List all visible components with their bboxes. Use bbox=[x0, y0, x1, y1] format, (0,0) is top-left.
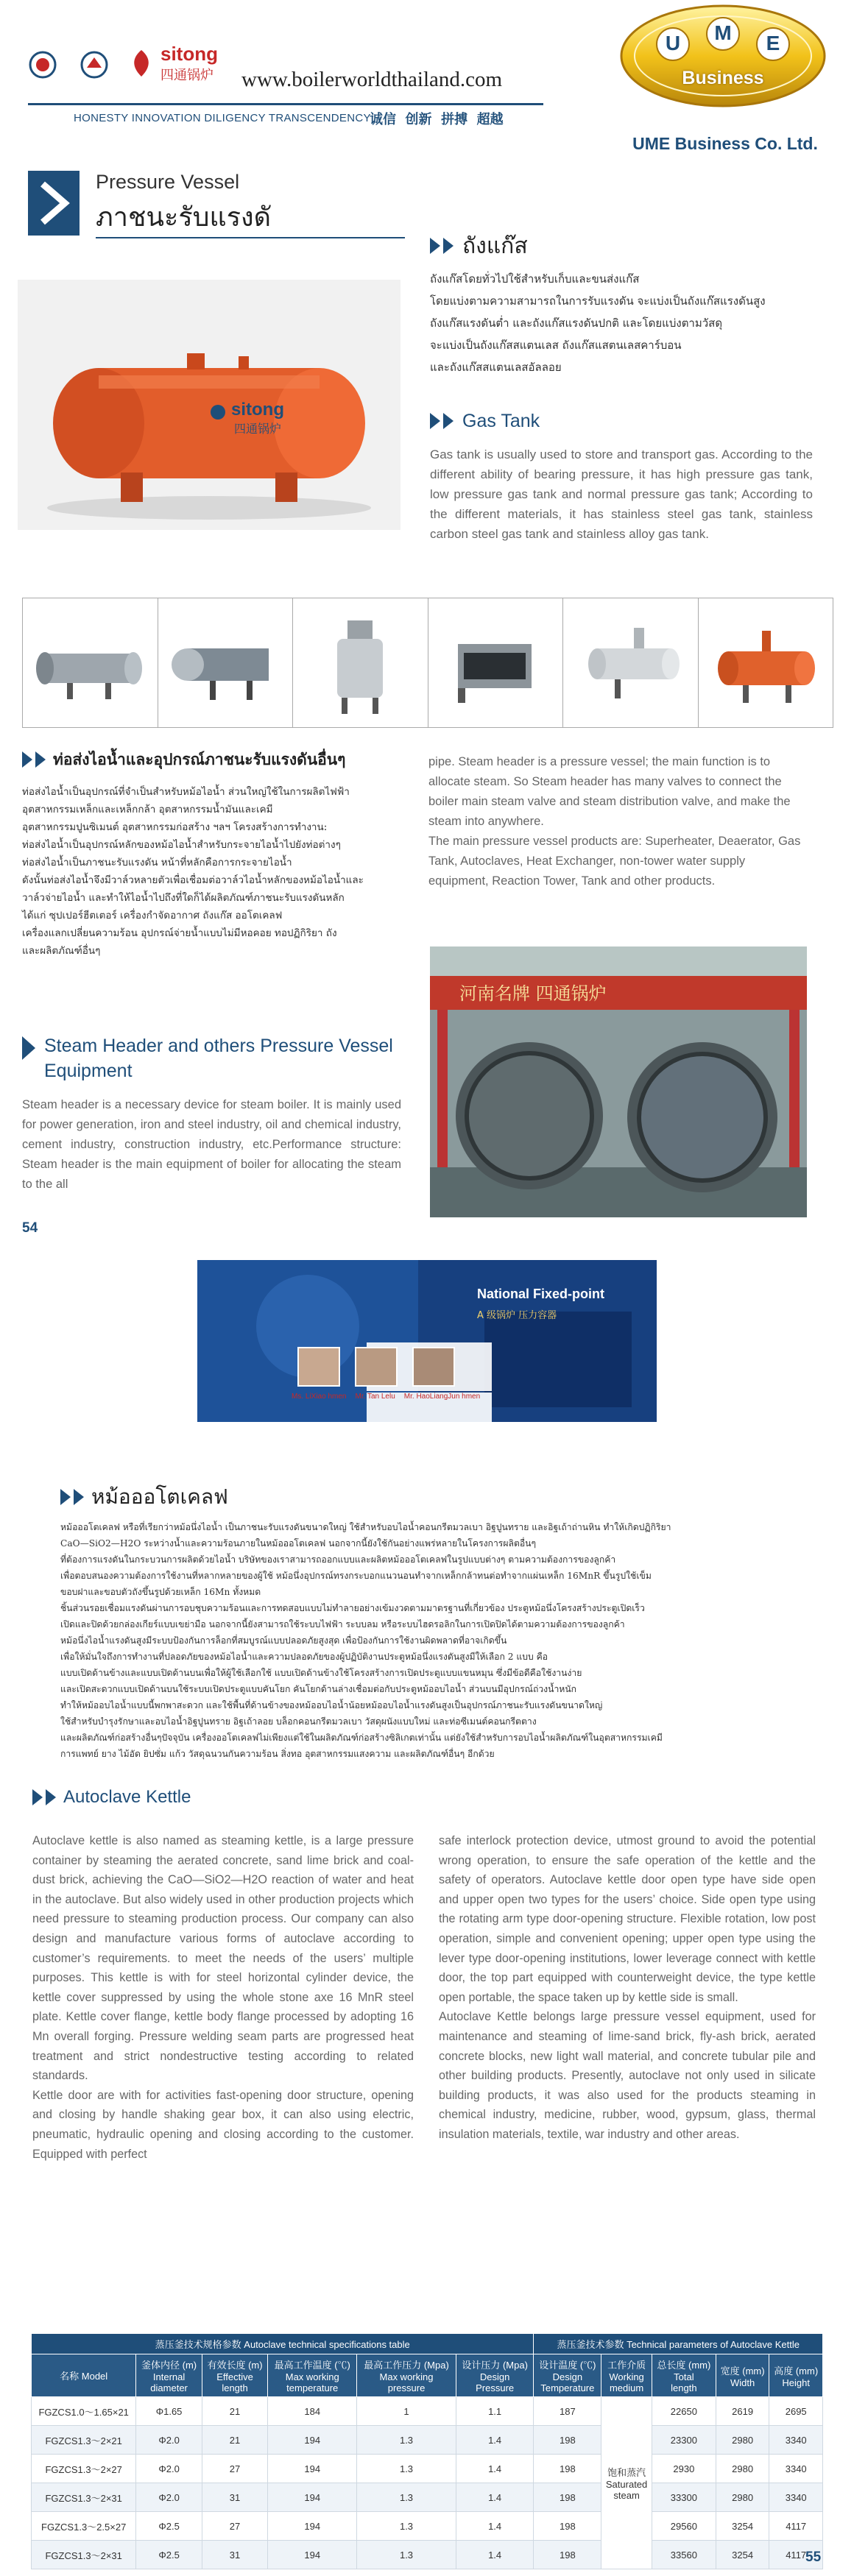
table-group-header: 蒸压釜技术参数 Technical parameters of Autoclave Kettle bbox=[534, 2334, 823, 2354]
gas-tank-title-en: Gas Tank bbox=[462, 410, 540, 431]
text-line: อุตสาหกรรมปูนซิเมนต์ อุตสาหกรรมก่อสร้าง ฯลฯ โครงสร้างการทำงาน: bbox=[22, 821, 328, 833]
ume-company-name: UME Business Co. Ltd. bbox=[632, 134, 818, 153]
table-cell: 33300 bbox=[652, 2483, 716, 2512]
table-cell: 3340 bbox=[769, 2455, 823, 2483]
table-header-row bbox=[32, 2354, 823, 2397]
medium-line: Saturated bbox=[605, 2479, 648, 2490]
pressure-vessel-title-en: Pressure Vessel bbox=[96, 171, 240, 193]
table-cell: 1.4 bbox=[456, 2483, 534, 2512]
gas-tank-en-heading bbox=[430, 408, 540, 434]
header-line: 最高工作压力 (Mpa) bbox=[364, 2360, 449, 2371]
table-column-header bbox=[136, 2354, 202, 2397]
header-line: temperature bbox=[286, 2382, 339, 2393]
text-line: เครื่องแลกเปลี่ยนความร้อน อุปกรณ์จ่ายน้ำแบบไม่มีหอคอย ทอปฏิกิริยา ถัง bbox=[22, 927, 337, 939]
text-line: ถังแก๊สโดยทั่วไปใช้สำหรับเก็บและขนส่งแก๊ส bbox=[430, 272, 640, 286]
autoclave-en-heading bbox=[32, 1784, 191, 1811]
table-cell: 194 bbox=[268, 2512, 357, 2541]
text-line: โดยแบ่งตามความสามารถในการรับแรงดัน จะแบ่งเป็นถังแก๊สแรงดันสูง bbox=[430, 294, 766, 308]
text-line: และถังแก๊สสแตนเลสอัลลอย bbox=[430, 361, 562, 374]
text-line: การแพทย์ ยาง ไม้อัด ยิปซั่ม แก้ว วัสดุฉนวนกันความร้อน สิ่งทอ อุตสาหกรรมแสงความ และผลิตภัณฑ์อื่นๆ อีกด้วย bbox=[60, 1749, 495, 1759]
table-cell: 2930 bbox=[652, 2455, 716, 2483]
header-line: pressure bbox=[387, 2382, 426, 2393]
text-line: ได้แก่ ซุปเปอร์ฮีตเตอร์ เครื่องกำจัดอากาศ ถังแก๊ส ออโตเคลฟ bbox=[22, 910, 283, 921]
table-column-header bbox=[601, 2354, 652, 2397]
ume-letter-m: M bbox=[714, 21, 732, 44]
person-photo bbox=[355, 1347, 398, 1387]
table-column-header bbox=[652, 2354, 716, 2397]
text-line: ทำให้หม้ออบไอน้ำแบบนี้พกพาสะดวก และใช้พื้นที่ด้านข้างของหม้ออบไอน้ำน้อยหม้ออบไอน้ำแรงดันสูงเป็นอุปกรณ์ภาชนะรับแรงดันขนาดใหญ่ bbox=[60, 1700, 603, 1710]
autoclave-title-en: Autoclave Kettle bbox=[63, 1787, 191, 1807]
ume-letter-u: U bbox=[665, 32, 681, 54]
text-line: เพื่อตอบสนองความต้องการใช้งานที่หลากหลายของผู้ใช้ หม้อนึ่งอุปกรณ์ทรงกระบอกแนวนอนทำจากเหล็กกล้าทนต่อทำจากแผ่นเหล็ก 16MnR ขึ้นรูปใช้เข็ม bbox=[60, 1571, 652, 1581]
table-row bbox=[32, 2541, 823, 2569]
certificate-image bbox=[197, 1260, 657, 1422]
text-line: ดังนั้นท่อส่งไอน้ำจึงมีวาล์วหลายตัวเพื่อเชื่อมต่อวาล์วไอน้ำหลักของหม้อไอน้ำและ bbox=[22, 874, 364, 886]
header-line: Pressure bbox=[476, 2382, 515, 2393]
certificate-photo-row bbox=[297, 1347, 455, 1387]
table-cell: Φ2.5 bbox=[136, 2512, 202, 2541]
text-line: เพื่อให้มั่นใจถึงการทำงานที่ปลอดภัยของหม้อไอน้ำและความปลอดภัยของผู้ปฏิบัติงานประตูหม้อนึ่งแรงดันสูงมีให้เลือก 2 แบบ คือ bbox=[60, 1652, 548, 1662]
emblem-logo-1 bbox=[28, 50, 57, 79]
table-cell: 198 bbox=[534, 2541, 601, 2569]
svg-text:sitong: sitong bbox=[231, 400, 284, 420]
table-cell: 2619 bbox=[716, 2397, 769, 2426]
table-cell: 31 bbox=[202, 2483, 267, 2512]
table-cell: FGZCS1.3～2×31 bbox=[32, 2483, 136, 2512]
header-line: 工作介质 bbox=[607, 2360, 646, 2371]
table-column-header bbox=[716, 2354, 769, 2397]
table-cell: Φ2.0 bbox=[136, 2426, 202, 2455]
table-group-row bbox=[32, 2334, 823, 2354]
table-cell: 31 bbox=[202, 2541, 267, 2569]
table-cell: FGZCS1.3～2×27 bbox=[32, 2455, 136, 2483]
autoclave-factory-photo bbox=[430, 946, 807, 1217]
emblem-logo-2 bbox=[80, 50, 109, 79]
page-number-left: 54 bbox=[22, 1220, 38, 1236]
tagline-cn: 诚信 创新 拼搏 超越 bbox=[370, 112, 504, 127]
gas-tank-body-th bbox=[430, 268, 813, 378]
table-cell: 1.3 bbox=[357, 2455, 456, 2483]
table-cell: 1.4 bbox=[456, 2455, 534, 2483]
product-thumbnail bbox=[158, 598, 294, 727]
text-line: ถังแก๊สแรงดันต่ำ และถังแก๊สแรงดันปกติ และโดยแบ่งตามวัสดุ bbox=[430, 316, 723, 330]
table-cell: 198 bbox=[534, 2426, 601, 2455]
table-cell: 4117 bbox=[769, 2512, 823, 2541]
table-cell: 4117 bbox=[769, 2541, 823, 2569]
header-line: Design bbox=[552, 2371, 583, 2382]
table-column-header bbox=[268, 2354, 357, 2397]
text-line: อุตสาหกรรมเหล็กและเหล็กกล้า อุตสาหกรรมน้ำมันและเคมี bbox=[22, 804, 273, 815]
header-line: Max working bbox=[285, 2371, 339, 2382]
table-cell: FGZCS1.3～2.5×27 bbox=[32, 2512, 136, 2541]
autoclave-title-th: หม้อออโตเคลฟ bbox=[91, 1485, 228, 1509]
certificate-people bbox=[292, 1393, 480, 1401]
table-cell: 1.3 bbox=[357, 2426, 456, 2455]
table-cell: FGZCS1.0～1.65×21 bbox=[32, 2397, 136, 2426]
table-cell: 194 bbox=[268, 2426, 357, 2455]
table-column-header bbox=[534, 2354, 601, 2397]
table-cell: 187 bbox=[534, 2397, 601, 2426]
website-link[interactable]: www.boilerworldthailand.com bbox=[241, 68, 503, 91]
text-line: ท่อส่งไอน้ำเป็นอุปกรณ์ที่จำเป็นสำหรับหม้อไอน้ำ ส่วนใหญ่ใช้ในการผลิตไฟฟ้า bbox=[22, 786, 350, 798]
steam-header-th-heading bbox=[22, 746, 345, 773]
person-photo bbox=[297, 1347, 340, 1387]
gas-tank-title-th: ถังแก๊ส bbox=[462, 233, 528, 259]
header-line: Width bbox=[730, 2377, 755, 2388]
table-row bbox=[32, 2426, 823, 2455]
steam-header-body-en-right: pipe. Steam header is a pressure vessel; the main function is to allocate steam. So Steam header has many valves to connect the boiler main steam valve and steam distribution valve, and make the steam into anywhere. The main pressure vessel products are: Superheater, Deaerator, Gas Tank, Autoclaves, Heat Exchanger, non-tower water supply equipment, Reaction Tower, Tank and other products. bbox=[428, 755, 801, 888]
svg-text:四通锅炉: 四通锅炉 bbox=[234, 422, 282, 436]
table-cell: 1.3 bbox=[357, 2541, 456, 2569]
medium-line: steam bbox=[613, 2490, 640, 2501]
pressure-vessel-title-th: ภาชนะรับแรงดั bbox=[96, 202, 272, 233]
chevron-right-icon bbox=[28, 171, 80, 236]
table-cell: 194 bbox=[268, 2483, 357, 2512]
steam-header-body-en-left: Steam header is a necessary device for steam boiler. It is mainly used for power generation, iron and steel industry, oil and chemical industry, cement industry, construction industry, etc.Performance structure: Steam header is the main equipment of boiler for allocating the steam to the all bbox=[22, 1098, 401, 1191]
table-cell: 198 bbox=[534, 2512, 601, 2541]
medium-line: 饱和蒸汽 bbox=[607, 2467, 646, 2478]
steam-header-en-heading bbox=[22, 1033, 420, 1083]
table-cell: 184 bbox=[268, 2397, 357, 2426]
table-cell: FGZCS1.3～2×31 bbox=[32, 2541, 136, 2569]
factory-sign-text: 河南名牌 四通锅炉 bbox=[459, 983, 607, 1004]
gas-tank-th-heading bbox=[430, 231, 528, 261]
table-body bbox=[32, 2397, 823, 2569]
header-line: 设计压力 (Mpa) bbox=[462, 2360, 528, 2371]
person-name: Mr. HaoLiangJun hmen bbox=[403, 1393, 481, 1401]
table-cell: 194 bbox=[268, 2541, 357, 2569]
person-photo bbox=[412, 1347, 455, 1387]
header-line: Internal bbox=[152, 2371, 186, 2382]
text-line: แบบเปิดด้านข้างและแบบเปิดด้านบนเพื่อให้ผู้ใช้เลือกใช้ แบบเปิดด้านข้างใช้โครงสร้างการเปิดประตูแบบแขนหมุน ซึ่งมีข้อดีคือใช้งานง่าย bbox=[60, 1668, 582, 1678]
certificate-caption: A 级锅炉 压力容器 bbox=[477, 1310, 557, 1321]
chevron-right-icon bbox=[22, 751, 32, 768]
text-line: ท่อส่งไอน้ำเป็นภาชนะรับแรงดัน หน้าที่หลักคือการกระจายไอน้ำ bbox=[22, 857, 292, 868]
table-column-header bbox=[32, 2354, 136, 2397]
product-thumbnail bbox=[563, 598, 699, 727]
steam-header-title-th: ท่อส่งไอน้ำและอุปกรณ์ภาชนะรับแรงดันอื่นๆ bbox=[53, 749, 346, 768]
product-thumbnail bbox=[293, 598, 428, 727]
text-line: วาล์วจ่ายไอน้ำ และทำให้ไอน้ำไปถึงที่ใดก็ได้ผลิตภัณฑ์ภาชนะรับแรงดันหลัก bbox=[22, 892, 345, 904]
header-line: diameter bbox=[150, 2382, 188, 2393]
autoclave-th-heading bbox=[60, 1482, 228, 1512]
ume-letter-e: E bbox=[766, 32, 780, 54]
table-row bbox=[32, 2455, 823, 2483]
product-thumbnail bbox=[23, 598, 158, 727]
chevron-right-icon bbox=[32, 1789, 43, 1805]
sitong-brand-cn: 四通锅炉 bbox=[160, 68, 214, 83]
header-line: Working bbox=[609, 2371, 644, 2382]
text-line: ชิ้นส่วนรอยเชื่อมแรงดันผ่านการอบชุบความร้อนและการทดสอบแบบไม่ทำลายอย่างเข้มงวดตามมาตรฐานที่เกี่ยวข้อง ประตูหม้อนึ่งโครงสร้างประตูเปิดเร็ว bbox=[60, 1603, 645, 1613]
autoclave-body-th bbox=[60, 1519, 838, 1762]
chevron-right-icon bbox=[35, 751, 46, 768]
table-cell: Φ2.0 bbox=[136, 2483, 202, 2512]
working-medium-cell bbox=[601, 2397, 652, 2569]
steam-header-title-en: Steam Header and others Pressure Vessel Equipment bbox=[44, 1036, 393, 1081]
table-group-header: 蒸压釜技术规格参数 Autoclave technical specifications table bbox=[32, 2334, 534, 2354]
header-line: Total bbox=[674, 2371, 694, 2382]
product-thumbnail bbox=[428, 598, 564, 727]
table-cell: 27 bbox=[202, 2512, 267, 2541]
header-line: length bbox=[671, 2382, 697, 2393]
autoclave-body-en-left: Autoclave kettle is also named as steaming kettle, is a large pressure container by steaming the aerated concrete, sand lime brick and coal-dust brick, achieving the CaO—SiO2—H2O reaction of water and heat in the autoclave. But also widely used in other production projects which need pressure to steaming production process. Our company can also design and manufacture various forms of autoclave according to customer’s requirements. to meet the needs of the users’ multiple purposes. This kettle is with for steel horizontal cylinder device, the kettle cover suppressed by using the whole stone axe 16 MnR steel plate. Kettle cover flange, kettle body flange processed by adopting 16 Mn overall forging. Pressure welding seam parts are progressed heat treatment and strict nondestructive testing according to related standards. Kettle door are with for activities fast-opening door structure, opening and closing by handle shaking gear box, it can also using electric, pneumatic, hydraulic opening and closing according to the customer. Equipped with perfect bbox=[32, 1834, 414, 2161]
text-line: จะแบ่งเป็นถังแก๊สสแตนเลส ถังแก๊สแสตนเลสคาร์บอน bbox=[430, 339, 682, 352]
chevron-right-icon bbox=[46, 1789, 56, 1805]
header-line: 高度 (mm) bbox=[774, 2365, 819, 2377]
sitong-brand: sitong bbox=[160, 43, 218, 65]
table-cell: 21 bbox=[202, 2426, 267, 2455]
table-cell: 2980 bbox=[716, 2483, 769, 2512]
pressure-vessel-underline bbox=[96, 237, 405, 238]
text-line: และเปิดสะดวกแบบเปิดด้านบนใช้ระบบเปิดประตูแบบคันโยก คันโยกด้านล่างเชื่อมต่อกับประตูหม้ออบไอน้ำ ส่วนบนมีอุปกรณ์ถ่วงน้ำหนัก bbox=[60, 1684, 577, 1694]
header-line: 总长度 (mm) bbox=[657, 2360, 711, 2371]
product-thumbnail bbox=[699, 598, 833, 727]
table-cell: 3254 bbox=[716, 2512, 769, 2541]
tagline: HONESTY INNOVATION DILIGENCY TRANSCENDENCY bbox=[74, 112, 371, 124]
autoclave-spec-table bbox=[31, 2333, 823, 2569]
text-line: หม้อออโตเคลฟ หรือที่เรียกว่าหม้อนึ่งไอน้ำ เป็นภาชนะรับแรงดันขนาดใหญ่ ใช้สำหรับอบไอน้ำคอนกรีตมวลเบา อิฐปูนทราย และอิฐเถ้าถ่านหิน ทำให้เกิดปฏิกิริยา bbox=[60, 1522, 671, 1532]
certificate-title: National Fixed-point bbox=[477, 1287, 604, 1301]
header-line: Max working bbox=[379, 2371, 434, 2382]
table-cell: Φ2.5 bbox=[136, 2541, 202, 2569]
header-line: medium bbox=[609, 2382, 644, 2393]
chevron-right-icon bbox=[74, 1489, 84, 1505]
table-row bbox=[32, 2512, 823, 2541]
pressure-vessel-badge bbox=[28, 171, 80, 236]
chevron-right-icon bbox=[22, 1036, 35, 1060]
text-line: CaO—SiO2—H2O ระหว่างน้ำและความร้อนภายในหม้อออโตเคลฟ นอกจากนี้ยังใช้กันอย่างแพร่หลายในโครงการผลิตอื่นๆ bbox=[60, 1538, 537, 1549]
table-column-header bbox=[456, 2354, 534, 2397]
header-line: length bbox=[222, 2382, 248, 2393]
table-cell: 1.3 bbox=[357, 2512, 456, 2541]
steam-header-body-th bbox=[22, 783, 434, 960]
autoclave-spec-table-wrap bbox=[31, 2333, 823, 2569]
chevron-right-icon bbox=[60, 1489, 71, 1505]
person-name: Mr. Tan Lelu bbox=[355, 1393, 395, 1401]
table-cell: Φ1.65 bbox=[136, 2397, 202, 2426]
page-header bbox=[0, 0, 854, 153]
chevron-right-icon bbox=[430, 413, 440, 429]
table-cell: 1.1 bbox=[456, 2397, 534, 2426]
table-cell: 23300 bbox=[652, 2426, 716, 2455]
header-line: Temperature bbox=[540, 2382, 595, 2393]
header-line: 名称 Model bbox=[60, 2371, 108, 2382]
ume-business-label: Business bbox=[682, 68, 764, 88]
sitong-logo-icon bbox=[127, 47, 156, 79]
table-cell: 33560 bbox=[652, 2541, 716, 2569]
table-cell: 2980 bbox=[716, 2426, 769, 2455]
page-number-right: 55 bbox=[805, 2550, 822, 2565]
table-cell: 198 bbox=[534, 2455, 601, 2483]
table-cell: 1.4 bbox=[456, 2512, 534, 2541]
header-divider bbox=[28, 103, 543, 105]
table-cell: 21 bbox=[202, 2397, 267, 2426]
table-cell: 27 bbox=[202, 2455, 267, 2483]
header-line: 有效长度 (m) bbox=[207, 2360, 263, 2371]
text-line: หม้อนึ่งไอน้ำแรงดันสูงมีระบบป้องกันการล็อกที่สมบูรณ์แบบปลอดภัยสูงสุด เพื่อป้องกันการใช้งานผิดพลาดที่อาจเกิดขึ้น bbox=[60, 1635, 507, 1646]
header-line: 釜体内径 (m) bbox=[141, 2360, 197, 2371]
table-column-header bbox=[202, 2354, 267, 2397]
text-line: ขอบฝาและขอบตัวถังขึ้นรูปด้วยเหล็ก 16Mn ทั้งหมด bbox=[60, 1587, 261, 1597]
table-cell: 1.4 bbox=[456, 2426, 534, 2455]
text-line: ใช้สำหรับบำรุงรักษาและอบไอน้ำอิฐปูนทราย อิฐเถ้าลอย บล็อกคอนกรีตมวลเบา วัสดุผนังแบบใหม่ และท่อซีเมนต์คอนกรีตตาง bbox=[60, 1716, 537, 1727]
table-cell: 22650 bbox=[652, 2397, 716, 2426]
table-cell: 198 bbox=[534, 2483, 601, 2512]
header-line: 设计温度 (℃) bbox=[539, 2360, 596, 2371]
text-line: และผลิตภัณฑ์อื่นๆ bbox=[22, 945, 101, 957]
table-cell: 3340 bbox=[769, 2426, 823, 2455]
table-cell: 3254 bbox=[716, 2541, 769, 2569]
chevron-right-icon bbox=[443, 238, 454, 254]
table-cell: FGZCS1.3～2×21 bbox=[32, 2426, 136, 2455]
table-cell: 1.3 bbox=[357, 2483, 456, 2512]
table-cell: 2695 bbox=[769, 2397, 823, 2426]
table-row bbox=[32, 2483, 823, 2512]
header-line: Height bbox=[782, 2377, 810, 2388]
text-line: เปิดและปิดด้วยกล่องเกียร์แบบเขย่ามือ นอกจากนี้ยังสามารถใช้ระบบไฟฟ้า ระบบลม หรือระบบไฮดรอลิกในการเปิดปิดได้ตามความต้องการของลูกค้า bbox=[60, 1619, 625, 1630]
table-cell: 1 bbox=[357, 2397, 456, 2426]
header-line: Effective bbox=[216, 2371, 253, 2382]
gas-tank-photo bbox=[18, 280, 400, 530]
table-row bbox=[32, 2397, 823, 2426]
person-name: Ms. LiXiao hmen bbox=[292, 1393, 347, 1401]
chevron-right-icon bbox=[443, 413, 454, 429]
table-column-header bbox=[769, 2354, 823, 2397]
chevron-right-icon bbox=[430, 238, 440, 254]
table-cell: 2980 bbox=[716, 2455, 769, 2483]
table-cell: 29560 bbox=[652, 2512, 716, 2541]
table-cell: Φ2.0 bbox=[136, 2455, 202, 2483]
product-strip bbox=[22, 598, 833, 728]
table-cell: 3340 bbox=[769, 2483, 823, 2512]
header-line: 最高工作温度 (℃) bbox=[274, 2360, 350, 2371]
text-line: ท่อส่งไอน้ำเป็นอุปกรณ์หลักของหม้อไอน้ำสำหรับกระจายไอน้ำไปยังท่อต่างๆ bbox=[22, 839, 341, 851]
autoclave-body-en-right: safe interlock protection device, utmost ground to avoid the potential wrong operation, to ensure the safe operation of the kettle and the safety of operators. Autoclave kettle door open type have side open and upper open two types for the users’ choice. Side open type using the rotating arm type door-opening structure. Flexible rotation, low post operation, simple and convenient opening; upper open type using the lever type door-opening institutions, lower leverage connect with kettle door, the top part equipped with counterweight device, the type kettle open portable, the space taken up by kettle side is small. Autoclave Kettle belongs large pressure vessel equipment, used for maintenance and steaming of lime-sand brick, fly-ash brick, aerated concrete blocks, new light wall material, and concrete tubular pile and other building products. Presently, autoclave not only used in silicate building products, it was also used for the products steaming in chemical industry, medicine, rubber, wood, gypsum, glass, thermal insulation materials, textile, war industry and other areas. bbox=[439, 1834, 816, 2141]
text-line: และผลิตภัณฑ์ก่อสร้างอื่นๆปัจจุบัน เครื่องออโตเคลฟไม่เพียงแต่ใช้ในผลิตภัณฑ์ก่อสร้างซิลิเกตเท่านั้น แต่ยังใช้สำหรับการอบไอน้ำผลิตภัณฑ์ในอุตสาหกรรมเคมี bbox=[60, 1733, 663, 1743]
table-cell: 1.4 bbox=[456, 2541, 534, 2569]
header-line: 宽度 (mm) bbox=[720, 2365, 765, 2377]
text-line: ที่ต้องการแรงดันในกระบวนการผลิตด้วยไอน้ำ บริษัทของเราสามารถออกแบบและผลิตหม้อออโตเคลฟในรูปแบบต่างๆ ตามความต้องการของลูกค้า bbox=[60, 1554, 616, 1565]
gas-tank-body-en: Gas tank is usually used to store and transport gas. According to the different ability of bearing pressure, it has high pressure gas tank, low pressure gas tank and normal pressure gas tank; According to the different materials, it has stainless steel gas tank, stainless carbon steel gas tank and stainless alloy gas tank. bbox=[430, 447, 813, 541]
header-line: Design bbox=[479, 2371, 510, 2382]
table-cell: 194 bbox=[268, 2455, 357, 2483]
table-column-header bbox=[357, 2354, 456, 2397]
